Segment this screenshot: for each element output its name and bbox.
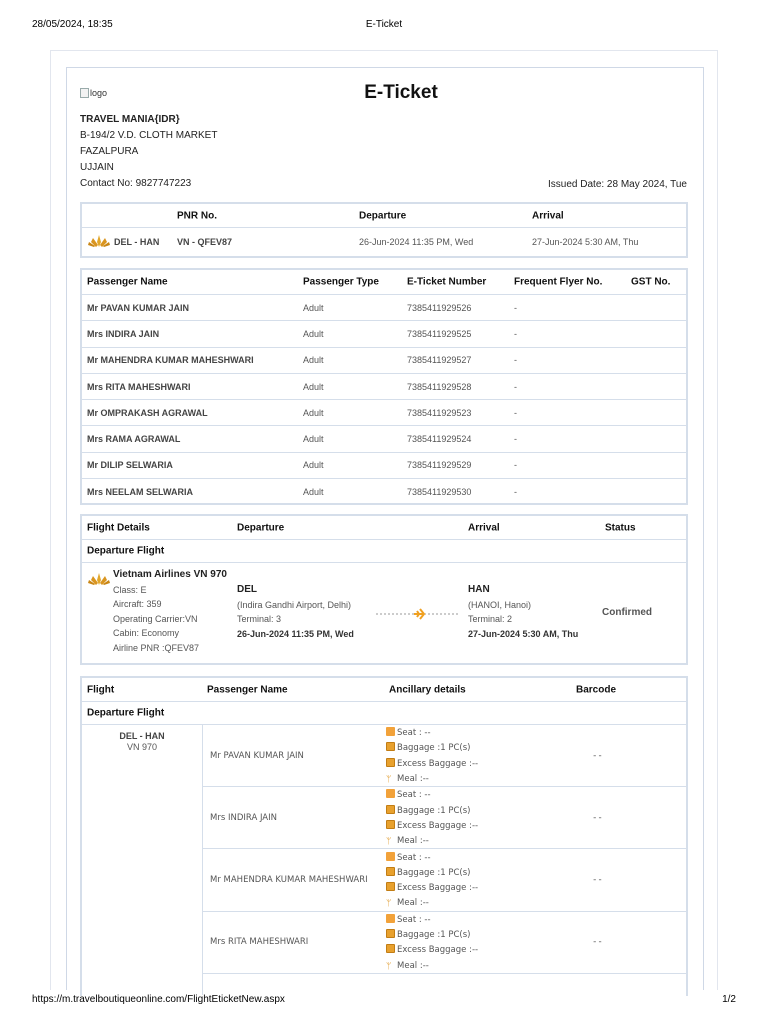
baggage-icon [386, 742, 395, 751]
excess-baggage-icon [386, 882, 395, 891]
seat-icon [386, 727, 395, 736]
arrival-info [468, 583, 578, 641]
logo-alt-text: logo [90, 88, 108, 98]
pnr-table [80, 202, 688, 258]
flight-details-header-row [82, 516, 686, 540]
anc-baggage-line [386, 866, 478, 881]
print-url: https://m.travelboutiqueonline.com/FlightEticketNew.aspx [32, 994, 285, 1005]
print-title: E-Ticket [365, 19, 403, 30]
anc-baggage-line [386, 804, 478, 819]
passenger-name: Mrs INDIRA JAIN [87, 328, 160, 339]
flight-class: Class: E [113, 584, 147, 595]
arrival-code: HAN [468, 584, 490, 595]
pnr-arrival: 27-Jun-2024 5:30 AM, Thu [532, 237, 639, 247]
anc-details [386, 788, 478, 849]
passenger-row [82, 453, 686, 479]
arrival-header: Arrival [532, 210, 564, 221]
passenger-type: Adult [303, 460, 324, 471]
anc-seat: Seat : -- [397, 728, 431, 738]
departure-time: 26-Jun-2024 11:35 PM, Wed [237, 628, 354, 639]
arrival-airport: (HANOI, Hanoi) [468, 599, 532, 610]
anc-seat-line [386, 788, 478, 803]
passenger-name-header: Passenger Name [87, 276, 168, 288]
ticket-title: E-Ticket [364, 82, 438, 103]
passenger-type: Adult [303, 328, 324, 339]
anc-seat-line [386, 851, 478, 866]
anc-seat: Seat : -- [397, 852, 431, 863]
print-footer [32, 994, 736, 1008]
anc-excess-line [386, 819, 478, 834]
agency-name: TRAVEL MANIA{IDR} [80, 114, 180, 125]
eticket-number: 7385411929524 [407, 434, 472, 445]
anc-seat: Seat : -- [397, 914, 431, 925]
arrival-time: 27-Jun-2024 5:30 AM, Thu [468, 628, 579, 639]
anc-details-header: Ancillary details [389, 684, 466, 695]
flight-path-icon [376, 607, 460, 621]
anc-details [386, 726, 478, 787]
anc-flight-number: VN 970 [126, 742, 158, 752]
ancillary-row [203, 787, 686, 849]
frequent-flyer-number: - [514, 487, 517, 498]
anc-barcode: -- [592, 937, 603, 948]
anc-excess: Excess Baggage :-- [397, 758, 479, 769]
operating-carrier: Operating Carrier:VN [113, 613, 198, 624]
flight-aircraft: Aircraft: 359 [113, 599, 162, 609]
anc-barcode: -- [592, 875, 603, 886]
anc-excess-line [386, 881, 478, 896]
anc-seat-line [386, 913, 478, 928]
anc-passenger-name: Mr PAVAN KUMAR JAIN [210, 750, 304, 761]
pnr-row [82, 228, 686, 256]
pnr-number: VN - QFEV87 [177, 237, 233, 247]
flight-info [82, 563, 686, 667]
passenger-row [82, 400, 686, 426]
baggage-icon [386, 867, 395, 876]
anc-baggage: Baggage :1 PC(s) [397, 805, 471, 816]
frequent-flyer-number: - [514, 407, 517, 418]
anc-meal: Meal :-- [397, 898, 429, 909]
flight-cabin: Cabin: Economy [113, 628, 180, 638]
print-page-number: 1/2 [722, 994, 736, 1005]
passenger-row [82, 426, 686, 452]
anc-meal: Meal :-- [397, 836, 429, 847]
print-datetime: 28/05/2024, 18:35 [32, 19, 113, 30]
passenger-row [82, 479, 686, 505]
airline-logo-icon [88, 234, 110, 248]
fd-status-header: Status [605, 522, 636, 533]
anc-meal-line [386, 834, 478, 849]
passenger-name: Mrs RAMA AGRAWAL [87, 434, 181, 445]
anc-flight-header: Flight [87, 684, 115, 695]
eticket-number: 7385411929529 [407, 460, 472, 471]
airline-pnr: Airline PNR :QFEV87 [113, 642, 200, 653]
agency-city: UJJAIN [80, 162, 114, 173]
anc-passenger-name: Mrs INDIRA JAIN [210, 812, 277, 823]
pnr-header-row [82, 204, 686, 228]
pnr-departure: 26-Jun-2024 11:35 PM, Wed [359, 237, 474, 247]
agency-address-line1: B-194/2 V.D. CLOTH MARKET [80, 130, 218, 141]
anc-baggage: Baggage :1 PC(s) [397, 867, 471, 878]
seat-icon [386, 914, 395, 923]
eticket-number: 7385411929530 [407, 487, 472, 498]
anc-excess: Excess Baggage :-- [397, 945, 479, 956]
departure-airport: (Indira Gandhi Airport, Delhi) [237, 599, 352, 610]
excess-baggage-icon [386, 820, 395, 829]
meal-icon: ᛘ [386, 899, 392, 910]
flight-details-header: Flight Details [87, 522, 150, 533]
anc-passenger-name: Mr MAHENDRA KUMAR MAHESHWARI [210, 875, 368, 886]
eticket-number: 7385411929523 [407, 407, 472, 418]
flight-details-table [80, 514, 688, 665]
anc-flight-cell [82, 725, 203, 995]
passenger-type: Adult [303, 407, 324, 418]
ancillary-header-row [82, 678, 686, 702]
agency-contact: Contact No: 9827747223 [80, 178, 192, 189]
meal-icon: ᛘ [386, 961, 392, 972]
frequent-flyer-number: - [514, 381, 517, 392]
baggage-icon [386, 805, 395, 814]
anc-excess: Excess Baggage :-- [397, 883, 479, 894]
departure-terminal: Terminal: 3 [237, 614, 282, 624]
arrival-terminal: Terminal: 2 [468, 614, 513, 624]
anc-departure-flight-label: Departure Flight [87, 707, 165, 719]
anc-excess: Excess Baggage :-- [397, 820, 479, 831]
departure-flight-row [82, 540, 686, 563]
meal-icon: ᛘ [386, 837, 392, 848]
gst-header: GST No. [631, 276, 671, 288]
ancillary-row [203, 912, 686, 974]
passenger-type-header: Passenger Type [303, 276, 379, 288]
anc-barcode: -- [592, 750, 603, 761]
passenger-name: Mrs RITA MAHESHWARI [87, 381, 191, 392]
issued-date: Issued Date: 28 May 2024, Tue [548, 179, 687, 190]
eticket-number: 7385411929527 [407, 355, 472, 366]
agency-address-line2: FAZALPURA [80, 146, 139, 157]
passenger-type: Adult [303, 487, 324, 498]
passenger-type: Adult [303, 302, 324, 313]
ancillary-row [203, 850, 686, 912]
anc-route: DEL - HAN [119, 731, 165, 741]
anc-seat-line [386, 726, 478, 741]
passenger-name: Mrs NEELAM SELWARIA [87, 487, 194, 498]
departure-info [237, 583, 354, 641]
meal-icon: ᛘ [386, 774, 392, 785]
passenger-name: Mr OMPRAKASH AGRAWAL [87, 407, 208, 418]
departure-flight-label: Departure Flight [87, 545, 165, 557]
seat-icon [386, 789, 395, 798]
frequent-flyer-number: - [514, 460, 517, 471]
passenger-type: Adult [303, 381, 324, 392]
anc-baggage-line [386, 741, 478, 756]
anc-meal: Meal :-- [397, 960, 429, 971]
eticket-number: 7385411929528 [407, 381, 472, 392]
anc-barcode: -- [592, 812, 603, 823]
flight-status: Confirmed [602, 607, 652, 618]
passenger-name: Mr DILIP SELWARIA [87, 460, 173, 471]
frequent-flyer-number: - [514, 302, 517, 313]
airline-info [113, 568, 227, 655]
frequent-flyer-header: Frequent Flyer No. [514, 276, 603, 288]
passenger-name: Mr MAHENDRA KUMAR MAHESHWARI [87, 355, 254, 366]
anc-barcode-header: Barcode [576, 684, 617, 695]
ancillary-body [82, 725, 686, 995]
passenger-name: Mr PAVAN KUMAR JAIN [87, 302, 190, 313]
anc-meal-line [386, 896, 478, 911]
ancillary-row [203, 725, 686, 787]
anc-seat: Seat : -- [397, 790, 431, 801]
print-header [32, 19, 736, 33]
ancillary-table [80, 676, 688, 996]
anc-details [386, 851, 478, 912]
baggage-icon [386, 929, 395, 938]
passenger-header-row [82, 270, 686, 295]
anc-excess-line [386, 943, 478, 958]
excess-baggage-icon [386, 944, 395, 953]
frequent-flyer-number: - [514, 434, 517, 445]
pnr-header: PNR No. [177, 210, 217, 221]
passenger-row [82, 295, 686, 321]
anc-passenger-name: Mrs RITA MAHESHWARI [210, 937, 309, 948]
anc-baggage: Baggage :1 PC(s) [397, 743, 471, 754]
anc-departure-flight-row [82, 702, 686, 725]
frequent-flyer-number: - [514, 328, 517, 339]
excess-baggage-icon [386, 758, 395, 767]
anc-details [386, 913, 478, 974]
eticket-number-header: E-Ticket Number [407, 276, 487, 288]
frequent-flyer-number: - [514, 355, 517, 366]
anc-meal: Meal :-- [397, 773, 429, 784]
airline-name: Vietnam Airlines VN 970 [113, 569, 227, 580]
passenger-row [82, 374, 686, 400]
anc-passenger-header: Passenger Name [207, 684, 288, 695]
anc-excess-line [386, 757, 478, 772]
fd-arrival-header: Arrival [468, 522, 500, 533]
passenger-type: Adult [303, 434, 324, 445]
seat-icon [386, 852, 395, 861]
eticket-number: 7385411929526 [407, 302, 472, 313]
agency-address [80, 112, 217, 192]
departure-header: Departure [359, 210, 407, 221]
pnr-route: DEL - HAN [114, 237, 160, 247]
fd-departure-header: Departure [237, 522, 285, 533]
passenger-type: Adult [303, 355, 324, 366]
passenger-table [80, 268, 688, 505]
anc-meal-line [386, 959, 478, 974]
passenger-row [82, 321, 686, 347]
anc-baggage: Baggage :1 PC(s) [397, 930, 471, 941]
passenger-row [82, 348, 686, 374]
airline-logo-icon [88, 572, 110, 586]
departure-code: DEL [237, 584, 257, 595]
eticket-number: 7385411929525 [407, 328, 472, 339]
anc-baggage-line [386, 928, 478, 943]
anc-meal-line [386, 772, 478, 787]
